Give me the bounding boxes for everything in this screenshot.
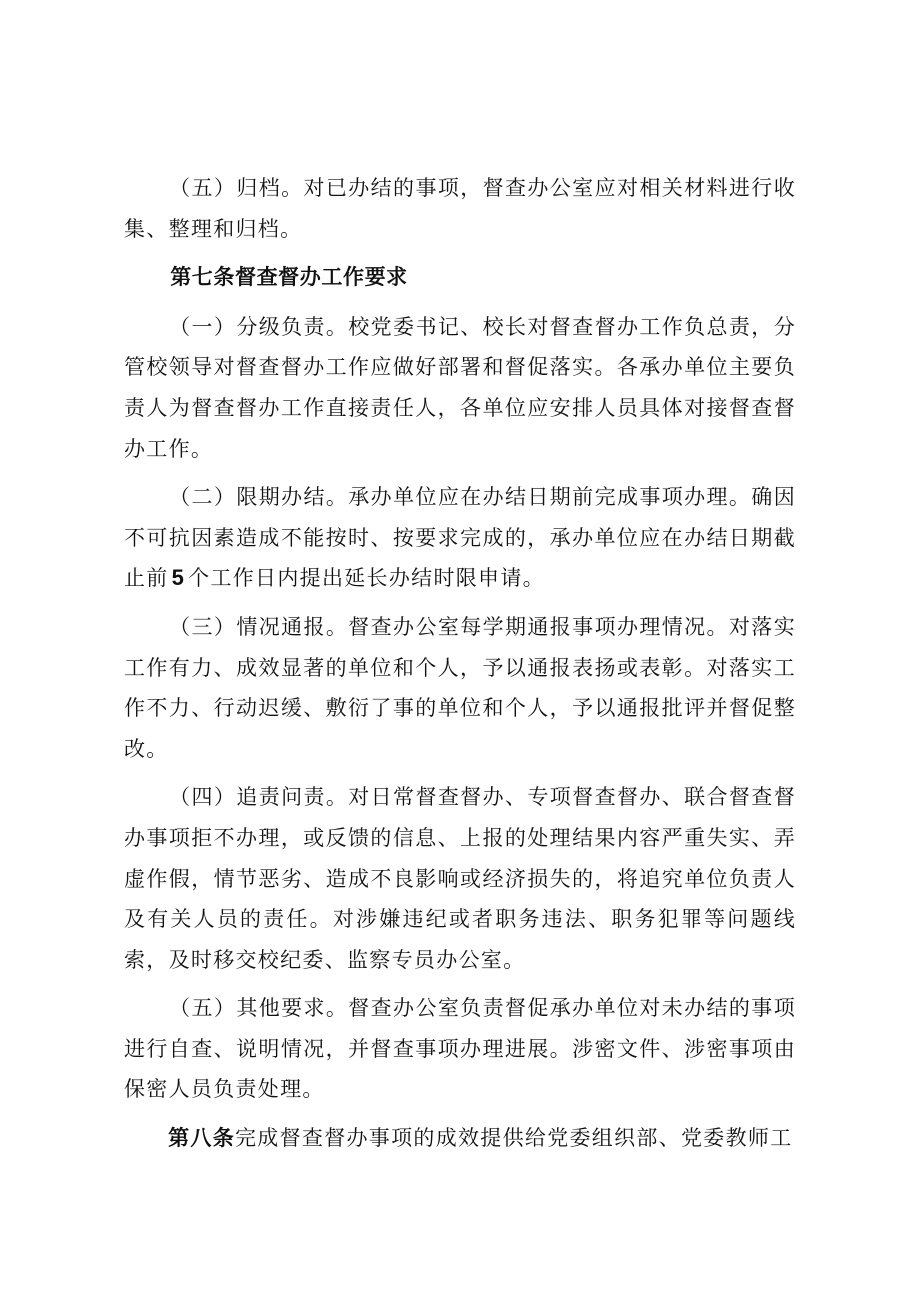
paragraph-deadline <box>124 477 796 599</box>
article-8-text: 完成督查督办事项的成效提供给党委组织部、党委教师工 <box>235 1126 793 1151</box>
article-7-heading: 第七条督查督办工作要求 <box>170 265 408 290</box>
document-page <box>124 168 796 1167</box>
paragraph-archive: （五）归档。对已办结的事项，督查办公室应对相关材料进行收集、整理和归档。 <box>124 176 796 241</box>
paragraph-other-requirements: （五）其他要求。督查办公室负责督促承办单位对未办结的事项进行自查、说明情况，并督查事项办理进展。涉密文件、涉密事项由保密人员负责处理。 <box>124 996 796 1102</box>
paragraph-accountability: （四）追责问责。对日常督查督办、专项督查督办、联合督查督办事项拒不办理，或反馈的信息、上报的处理结果内容严重失实、弄虚作假，情节恶劣、造成不良影响或经济损失的，将追究单位负责人及有关人员的责任。对涉嫌违纪或者职务违法、职务犯罪等问题线索，及时移交校纪委、监察专员办公室。 <box>124 785 796 972</box>
deadline-text-before: （二）限期办结。承办单位应在办结日期前完成事项办理。确因不可抗因素造成不能按时、按要求完成的，承办单位应在办结日期截止前 <box>124 485 796 591</box>
deadline-days-number: 5 <box>171 565 186 591</box>
deadline-text-after: 个工作日内提出延长办结时限申请。 <box>188 566 545 591</box>
paragraph-status-report: （三）情况通报。督查办公室每学期通报事项办理情况。对落实工作有力、成效显著的单位和个人，予以通报表扬或表彰。对落实工作不力、行动迟缓、敷衍了事的单位和个人，予以通报批评并督促整改。 <box>124 614 796 761</box>
paragraph-graded-responsibility: （一）分级负责。校党委书记、校长对督查督办工作负总责，分管校领导对督查督办工作应做好部署和督促落实。各承办单位主要负责人为督查督办工作直接责任人，各单位应安排人员具体对接督查督办工作。 <box>124 314 796 461</box>
article-8-label: 第八条 <box>168 1126 235 1151</box>
article-8-paragraph <box>124 1118 796 1159</box>
